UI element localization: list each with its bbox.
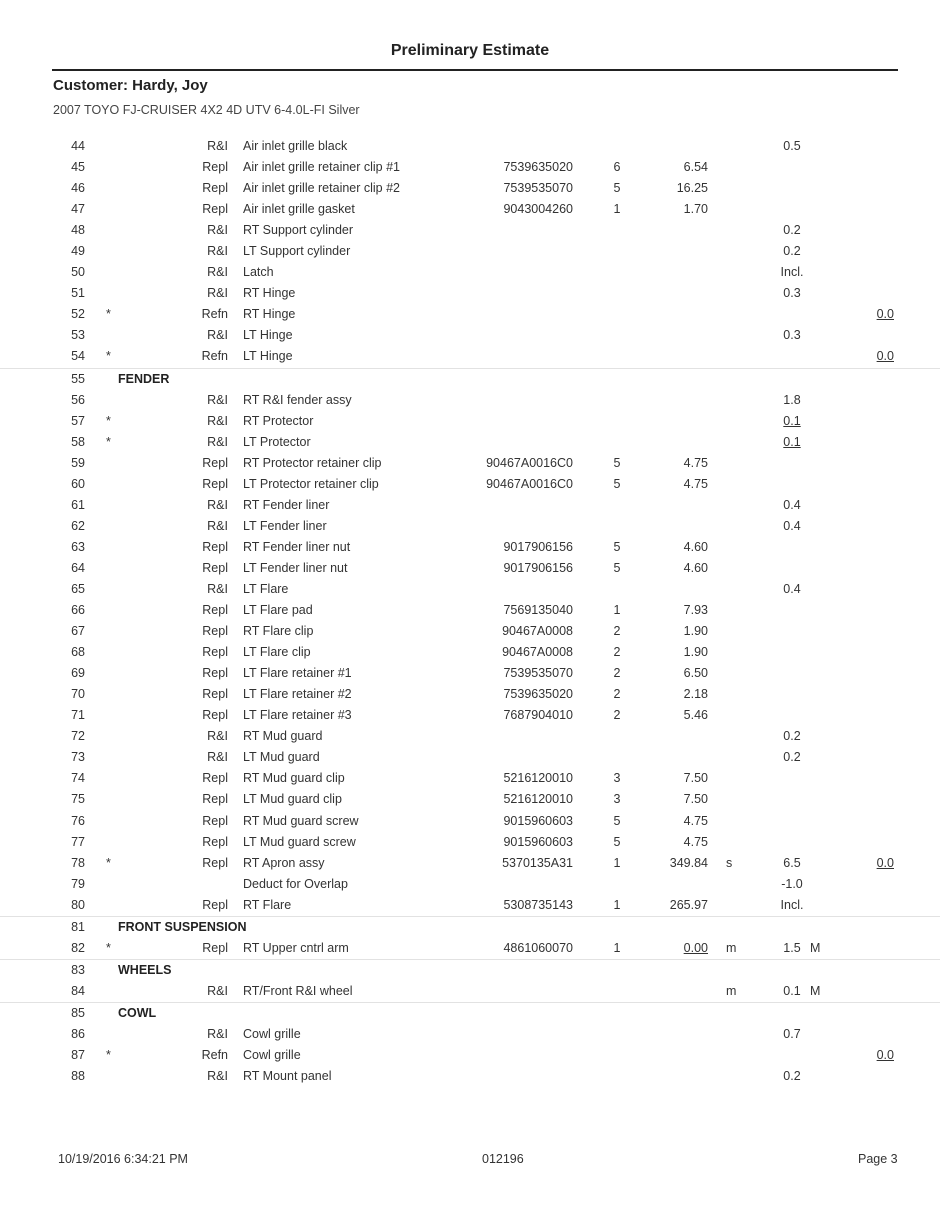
line-item-row [0, 747, 940, 768]
labor-hours: 0.2 [783, 1069, 801, 1084]
description: RT Fender liner [243, 497, 330, 512]
part-number: 7539535070 [503, 666, 573, 681]
description: RT Mount panel [243, 1069, 332, 1084]
price-flag: s [726, 855, 733, 870]
line-item-row [0, 768, 940, 789]
description: Deduct for Overlap [243, 876, 348, 891]
paint-hours: 0.0 [876, 349, 894, 364]
asterisk-marker: * [106, 413, 111, 428]
quantity: 6 [613, 160, 621, 175]
part-number: 7687904010 [503, 708, 573, 723]
line-item-row [0, 705, 940, 726]
quantity: 3 [613, 771, 621, 786]
line-number: 86 [71, 1026, 85, 1041]
labor-hours: 0.4 [783, 518, 801, 533]
price-flag: m [726, 983, 737, 998]
labor-hours: Incl. [780, 897, 804, 912]
line-number: 51 [71, 286, 85, 301]
operation: Repl [202, 792, 228, 807]
part-number: 5216120010 [503, 771, 573, 786]
line-item-row [0, 853, 940, 874]
description: RT Fender liner nut [243, 539, 351, 554]
line-number: 78 [71, 855, 85, 870]
operation: Repl [202, 160, 228, 175]
line-number: 81 [71, 919, 85, 934]
line-number: 54 [71, 349, 85, 364]
description: RT Flare [243, 897, 292, 912]
part-number: 7539635020 [503, 160, 573, 175]
operation: Refn [201, 307, 228, 322]
description: RT Protector retainer clip [243, 455, 382, 470]
line-number: 66 [71, 603, 85, 618]
line-item-row [0, 1066, 940, 1087]
line-number: 83 [71, 962, 85, 977]
operation: Repl [202, 624, 228, 639]
operation: Repl [202, 560, 228, 575]
part-number: 90467A0016C0 [486, 455, 573, 470]
price: 1.70 [683, 202, 708, 217]
part-number: 9043004260 [503, 202, 573, 217]
quantity: 1 [613, 603, 621, 618]
labor-hours: 0.3 [783, 286, 801, 301]
description: LT Flare retainer #3 [243, 708, 352, 723]
price: 6.54 [683, 160, 708, 175]
operation: Repl [202, 455, 228, 470]
operation: R&I [207, 244, 228, 259]
line-number: 67 [71, 624, 85, 639]
description: LT Flare retainer #2 [243, 687, 352, 702]
operation: Repl [202, 645, 228, 660]
line-number: 80 [71, 897, 85, 912]
line-item-row [0, 938, 940, 960]
description: Air inlet grille black [243, 139, 348, 153]
line-number: 75 [71, 792, 85, 807]
quantity: 2 [613, 687, 621, 702]
line-item-row [0, 136, 940, 157]
line-item-row [0, 241, 940, 262]
description: Cowl grille [243, 1026, 301, 1041]
description: LT Fender liner nut [243, 560, 348, 575]
description: LT Mud guard [243, 750, 320, 765]
price: 5.46 [683, 708, 708, 723]
quantity: 1 [613, 940, 621, 955]
line-number: 46 [71, 181, 85, 196]
line-number: 84 [71, 983, 85, 998]
description: LT Protector [243, 434, 311, 449]
description: LT Flare clip [243, 645, 311, 660]
line-number: 64 [71, 560, 85, 575]
part-number: 7569135040 [503, 603, 573, 618]
line-item-row [0, 726, 940, 747]
section-title: FENDER [118, 371, 170, 386]
line-item-row [0, 811, 940, 832]
line-number: 45 [71, 160, 85, 175]
operation: R&I [207, 750, 228, 765]
price: 4.75 [683, 476, 708, 491]
line-number: 68 [71, 645, 85, 660]
labor-hours: 0.1 [783, 413, 801, 428]
operation: Repl [202, 940, 228, 955]
asterisk-marker: * [106, 349, 111, 364]
line-number: 65 [71, 581, 85, 596]
part-number: 5308735143 [503, 897, 573, 912]
operation: R&I [207, 518, 228, 533]
footer-estimate-id: 012196 [482, 1152, 524, 1166]
part-number: 9017906156 [503, 560, 573, 575]
line-item-row [0, 789, 940, 810]
labor-hours: 0.2 [783, 750, 801, 765]
quantity: 2 [613, 645, 621, 660]
operation: R&I [207, 1026, 228, 1041]
price-flag: m [726, 940, 737, 955]
line-number: 56 [71, 392, 85, 407]
part-number: 4861060070 [503, 940, 573, 955]
line-item-row [0, 157, 940, 178]
price: 2.18 [683, 687, 708, 702]
line-item-row [0, 642, 940, 663]
line-number: 82 [71, 940, 85, 955]
quantity: 5 [613, 834, 621, 849]
description: LT Fender liner [243, 518, 327, 533]
description: Air inlet grille retainer clip #2 [243, 181, 401, 196]
description: RT Flare clip [243, 624, 314, 639]
operation: R&I [207, 286, 228, 301]
quantity: 2 [613, 624, 621, 639]
description: LT Hinge [243, 328, 293, 343]
line-number: 53 [71, 328, 85, 343]
price: 265.97 [669, 897, 708, 912]
operation: R&I [207, 729, 228, 744]
operation: R&I [207, 434, 228, 449]
operation: R&I [207, 392, 228, 407]
line-item-row [0, 411, 940, 432]
price: 4.60 [683, 560, 708, 575]
header-rule [52, 69, 898, 71]
customer-name: Customer: Hardy, Joy [53, 77, 208, 94]
description: LT Support cylinder [243, 244, 351, 259]
price: 349.84 [669, 855, 708, 870]
section-header-row [0, 917, 940, 938]
labor-hours: -1.0 [781, 876, 803, 891]
labor-hours: Incl. [780, 265, 804, 280]
operation: R&I [207, 983, 228, 998]
description: RT Mud guard clip [243, 771, 345, 786]
price: 1.90 [683, 645, 708, 660]
description: Air inlet grille retainer clip #1 [243, 160, 401, 175]
line-item-row [0, 474, 940, 495]
line-number: 76 [71, 813, 85, 828]
line-number: 63 [71, 539, 85, 554]
line-number: 57 [71, 413, 85, 428]
description: RT Mud guard screw [243, 813, 359, 828]
price: 6.50 [683, 666, 708, 681]
part-number: 9015960603 [503, 813, 573, 828]
line-number: 44 [71, 139, 85, 153]
line-item-row [0, 684, 940, 705]
quantity: 5 [613, 560, 621, 575]
labor-hours: 0.4 [783, 497, 801, 512]
paint-hours: 0.0 [876, 855, 894, 870]
line-item-row [0, 832, 940, 853]
section-title: COWL [118, 1005, 157, 1020]
description: LT Flare retainer #1 [243, 666, 352, 681]
line-item-row [0, 1024, 940, 1045]
labor-hours: 0.2 [783, 223, 801, 238]
description: Air inlet grille gasket [243, 202, 355, 217]
line-item-row [0, 516, 940, 537]
operation: Repl [202, 834, 228, 849]
line-number: 48 [71, 223, 85, 238]
vehicle-description: 2007 TOYO FJ-CRUISER 4X2 4D UTV 6-4.0L-FI Silver [53, 103, 360, 117]
description: LT Protector retainer clip [243, 476, 379, 491]
line-item-row [0, 432, 940, 453]
estimate-lines [0, 136, 940, 1087]
description: RT R&I fender assy [243, 392, 352, 407]
part-number: 9017906156 [503, 539, 573, 554]
operation: Repl [202, 897, 228, 912]
operation: Refn [201, 349, 228, 364]
line-item-row [0, 199, 940, 220]
operation: R&I [207, 413, 228, 428]
line-number: 88 [71, 1069, 85, 1084]
labor-flag: M [810, 983, 821, 998]
part-number: 5216120010 [503, 792, 573, 807]
section-title: WHEELS [118, 962, 172, 977]
operation: R&I [207, 328, 228, 343]
line-item-row [0, 600, 940, 621]
line-item-row [0, 537, 940, 558]
part-number: 7539635020 [503, 687, 573, 702]
description: LT Mud guard screw [243, 834, 356, 849]
line-number: 58 [71, 434, 85, 449]
line-number: 72 [71, 729, 85, 744]
labor-hours: 0.1 [783, 434, 801, 449]
paint-hours: 0.0 [876, 1048, 894, 1063]
line-item-row [0, 874, 940, 895]
description: RT Support cylinder [243, 223, 354, 238]
line-item-row [0, 220, 940, 241]
line-item-row [0, 304, 940, 325]
line-item-row [0, 325, 940, 346]
operation: Repl [202, 771, 228, 786]
asterisk-marker: * [106, 1048, 111, 1063]
page-title: Preliminary Estimate [390, 42, 550, 59]
operation: Repl [202, 708, 228, 723]
operation: R&I [207, 1069, 228, 1084]
paint-hours: 0.0 [876, 307, 894, 322]
line-item-row [0, 262, 940, 283]
operation: R&I [207, 139, 228, 153]
description: Latch [243, 265, 274, 280]
line-number: 87 [71, 1048, 85, 1063]
operation: Repl [202, 603, 228, 618]
quantity: 1 [613, 855, 621, 870]
description: LT Flare pad [243, 603, 313, 618]
quantity: 5 [613, 455, 621, 470]
line-item-row [0, 178, 940, 199]
price: 7.50 [683, 792, 708, 807]
line-number: 69 [71, 666, 85, 681]
asterisk-marker: * [106, 434, 111, 449]
operation: R&I [207, 265, 228, 280]
quantity: 5 [613, 476, 621, 491]
asterisk-marker: * [106, 940, 111, 955]
footer-datetime: 10/19/2016 6:34:21 PM [58, 1152, 188, 1166]
footer-page-number: Page 3 [858, 1152, 898, 1166]
line-item-row [0, 981, 940, 1003]
labor-hours: 0.2 [783, 244, 801, 259]
line-item-row [0, 895, 940, 917]
line-number: 50 [71, 265, 85, 280]
line-item-row [0, 283, 940, 304]
operation: Repl [202, 687, 228, 702]
description: LT Flare [243, 581, 289, 596]
operation: R&I [207, 497, 228, 512]
line-item-row [0, 390, 940, 411]
labor-hours: 0.5 [783, 139, 801, 153]
operation: Repl [202, 813, 228, 828]
quantity: 5 [613, 181, 621, 196]
quantity: 1 [613, 202, 621, 217]
quantity: 5 [613, 813, 621, 828]
line-number: 60 [71, 476, 85, 491]
line-number: 77 [71, 834, 85, 849]
price: 7.50 [683, 771, 708, 786]
operation: R&I [207, 223, 228, 238]
line-number: 70 [71, 687, 85, 702]
description: RT Apron assy [243, 855, 325, 870]
description: RT Protector [243, 413, 314, 428]
line-number: 49 [71, 244, 85, 259]
part-number: 90467A0008 [502, 624, 573, 639]
price: 4.75 [683, 813, 708, 828]
operation: Repl [202, 181, 228, 196]
line-number: 55 [71, 371, 85, 386]
price: 1.90 [683, 624, 708, 639]
line-number: 61 [71, 497, 85, 512]
operation: Repl [202, 666, 228, 681]
line-item-row [0, 558, 940, 579]
part-number: 5370135A31 [502, 855, 573, 870]
asterisk-marker: * [106, 855, 111, 870]
line-number: 52 [71, 307, 85, 322]
line-item-row [0, 621, 940, 642]
line-number: 62 [71, 518, 85, 533]
part-number: 7539535070 [503, 181, 573, 196]
line-number: 79 [71, 876, 85, 891]
labor-flag: M [810, 940, 821, 955]
line-number: 73 [71, 750, 85, 765]
quantity: 2 [613, 666, 621, 681]
line-number: 47 [71, 202, 85, 217]
part-number: 90467A0008 [502, 645, 573, 660]
description: RT Upper cntrl arm [243, 940, 349, 955]
part-number: 9015960603 [503, 834, 573, 849]
line-number: 71 [71, 708, 85, 723]
description: Cowl grille [243, 1048, 301, 1063]
description: LT Hinge [243, 349, 293, 364]
price: 4.75 [683, 455, 708, 470]
asterisk-marker: * [106, 307, 111, 322]
labor-hours: 1.8 [783, 392, 801, 407]
price: 16.25 [676, 181, 708, 196]
section-header-row [0, 369, 940, 390]
operation: Repl [202, 202, 228, 217]
part-number: 90467A0016C0 [486, 476, 573, 491]
labor-hours: 0.4 [783, 581, 801, 596]
description: RT Hinge [243, 307, 296, 322]
labor-hours: 0.3 [783, 328, 801, 343]
labor-hours: 0.2 [783, 729, 801, 744]
line-item-row [0, 579, 940, 600]
line-number: 59 [71, 455, 85, 470]
line-item-row [0, 663, 940, 684]
line-number: 85 [71, 1005, 85, 1020]
operation: Repl [202, 855, 228, 870]
line-item-row [0, 495, 940, 516]
section-header-row [0, 1003, 940, 1024]
labor-hours: 1.5 [783, 940, 801, 955]
quantity: 1 [613, 897, 621, 912]
operation: Refn [201, 1048, 228, 1063]
quantity: 3 [613, 792, 621, 807]
section-title: FRONT SUSPENSION [118, 919, 247, 934]
description: RT Hinge [243, 286, 296, 301]
operation: Repl [202, 539, 228, 554]
quantity: 2 [613, 708, 621, 723]
price: 0.00 [683, 940, 708, 955]
section-header-row [0, 960, 940, 981]
price: 7.93 [683, 603, 708, 618]
line-item-row [0, 346, 940, 368]
description: RT Mud guard [243, 729, 323, 744]
line-number: 74 [71, 771, 85, 786]
line-item-row [0, 1045, 940, 1066]
price: 4.60 [683, 539, 708, 554]
price: 4.75 [683, 834, 708, 849]
operation: R&I [207, 581, 228, 596]
description: RT/Front R&I wheel [243, 983, 353, 998]
labor-hours: 6.5 [783, 855, 801, 870]
description: LT Mud guard clip [243, 792, 342, 807]
labor-hours: 0.1 [783, 983, 801, 998]
quantity: 5 [613, 539, 621, 554]
line-item-row [0, 453, 940, 474]
operation: Repl [202, 476, 228, 491]
labor-hours: 0.7 [783, 1026, 801, 1041]
